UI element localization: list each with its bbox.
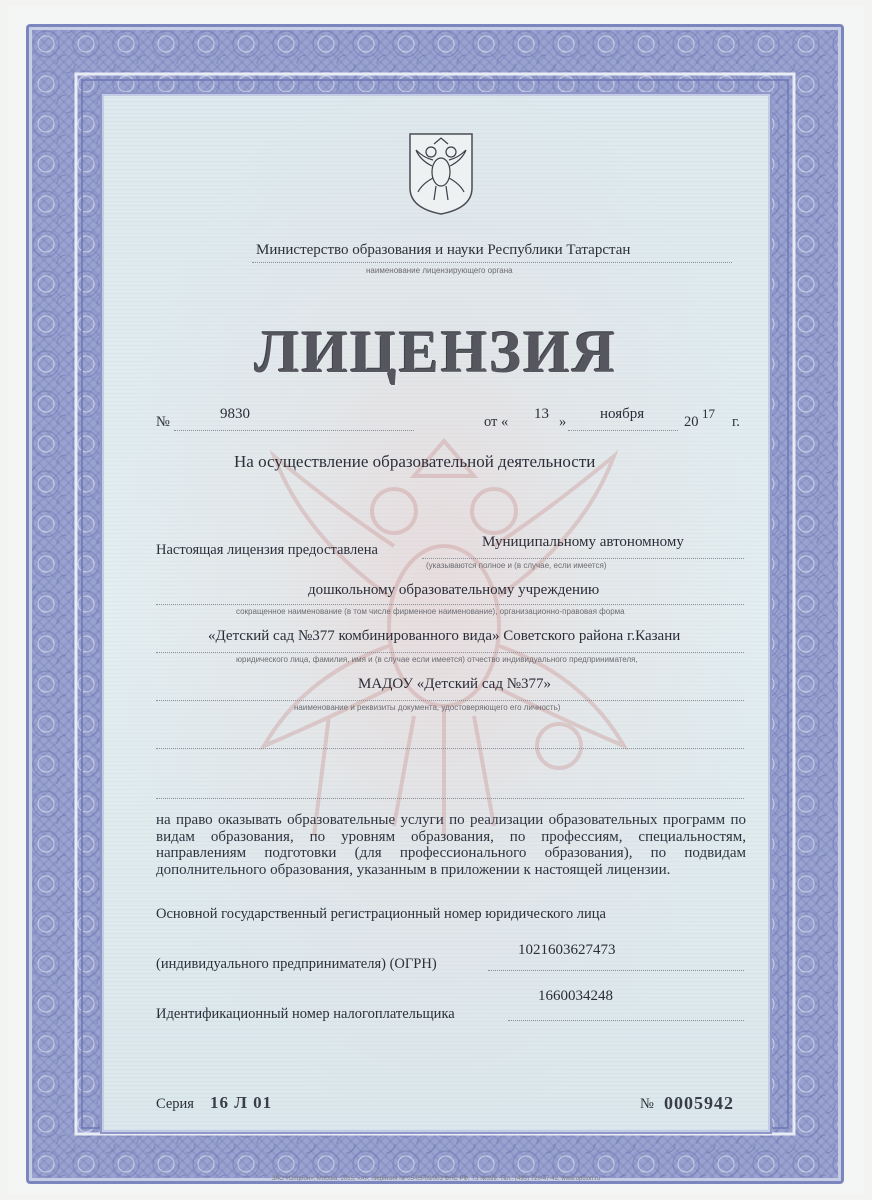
grantee-line-2-underline <box>156 604 744 605</box>
license-number: 9830 <box>220 406 250 422</box>
grantee-caption-3: юридического лица, фамилия, имя и (в случае если имеется) отчество индивидуального предпринимателя, <box>236 655 638 664</box>
ogrn-value: 1021603627473 <box>518 942 616 958</box>
inn-label: Идентификационный номер налогоплательщика <box>156 1006 455 1022</box>
ogrn-label-2: (индивидуального предпринимателя) (ОГРН) <box>156 956 437 972</box>
printer-footer: ЗАО «Опцион», Москва, 2015, «А», лицензия № 05-05-09/003 ФНС РФ, ТЗ №399. Тел.: (495) 726-47-42, www.opcion.ru <box>271 1176 601 1182</box>
license-sheet <box>8 6 864 1194</box>
grantee-caption-2: сокращенное наименование (в том числе фирменное наименование), организационно-правовая форма <box>236 607 625 616</box>
inn-underline <box>508 1020 744 1021</box>
authority-caption: наименование лицензирующего органа <box>366 266 513 275</box>
ogrn-underline <box>488 970 744 971</box>
grantee-line-4: МАДОУ «Детский сад №377» <box>358 676 552 692</box>
date-year-label: г. <box>732 414 740 430</box>
date-year-suffix: 17 <box>702 406 715 421</box>
blank-number: 0005942 <box>664 1093 734 1113</box>
grantee-line-1: Муниципальному автономному <box>482 534 684 550</box>
date-close-quote: » <box>559 414 567 430</box>
grantee-line-1-underline <box>422 558 744 559</box>
blank-number-label: № <box>640 1096 654 1112</box>
grantee-line-3: «Детский сад №377 комбинированного вида» Советского района г.Казани <box>208 628 681 644</box>
ogrn-label-1: Основной государственный регистрационный номер юридического лица <box>156 906 606 922</box>
issuing-authority: Министерство образования и науки Республики Татарстан <box>256 242 631 258</box>
license-number-underline <box>174 430 414 431</box>
grantee-label: Настоящая лицензия предоставлена <box>156 542 378 558</box>
series-label: Серия <box>156 1096 194 1112</box>
inn-value: 1660034248 <box>538 988 613 1004</box>
license-body <box>104 96 768 1130</box>
grantee-line-3-underline <box>156 652 744 653</box>
authority-underline <box>252 262 732 263</box>
date-month-underline <box>568 430 678 431</box>
grantee-caption-1: (указываются полное и (в случае, если имеется) <box>426 561 607 570</box>
date-month: ноября <box>600 406 645 422</box>
coat-of-arms-icon <box>406 130 476 216</box>
series-value: 16 Л 01 <box>210 1093 273 1112</box>
document-title: ЛИЦЕНЗИЯ <box>254 319 618 385</box>
date-year-prefix: 20 <box>684 414 699 430</box>
rights-paragraph: на право оказывать образовательные услуги по реализации образовательных программ по видам образования, по уровням образования, по профессиям, специальностям, направлениям подготовки (для профессионального образования), по подвидам дополнительного образования, указанным в приложении к настоящей лицензии. <box>156 812 746 878</box>
license-purpose: На осуществление образовательной деятельности <box>234 452 596 471</box>
grantee-line-2: дошкольному образовательному учреждению <box>308 582 600 598</box>
license-number-label: № <box>156 414 170 430</box>
blank-line-1 <box>156 748 744 749</box>
blank-line-2 <box>156 798 744 799</box>
ornamental-border <box>26 24 844 1184</box>
date-day: 13 <box>534 406 549 422</box>
grantee-caption-4: наименование и реквизиты документа, удостоверяющего его личность) <box>294 703 561 712</box>
date-from-label: от « <box>484 414 509 430</box>
grantee-line-4-underline <box>156 700 744 701</box>
